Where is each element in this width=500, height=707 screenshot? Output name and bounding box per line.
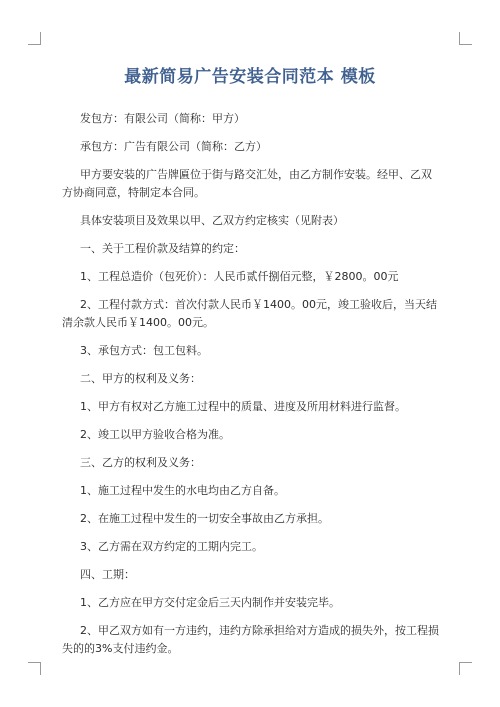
section-heading-duration: 四、工期： — [80, 568, 135, 581]
clause-party-b-utilities: 1、施工过程中发生的水电均由乙方自备。 — [80, 484, 285, 497]
clause-party-a-acceptance: 2、竣工以甲方验收合格为准。 — [80, 428, 230, 441]
document-body — [62, 110, 440, 658]
crop-mark-bottom-left — [28, 662, 41, 675]
clause-party-b-safety: 2、在施工过程中发生的一切安全事故由乙方承担。 — [80, 512, 329, 525]
clause-breach-penalty: 2、甲乙双方如有一方违约，违约方除承担给对方造成的损失外，按工程损失的的3%支付违约金。 — [62, 624, 439, 655]
clause-contract-mode: 3、承包方式：包工包料。 — [80, 344, 208, 357]
clause-total-price: 1、工程总造价（包死价）：人民币贰仟捌佰元整，￥2800。00元 — [80, 270, 399, 283]
clause-party-b-schedule: 3、乙方需在双方约定的工期内完工。 — [80, 540, 263, 553]
section-heading-party-b: 三、乙方的权利及义务： — [80, 456, 201, 469]
clause-party-a-supervision: 1、甲方有权对乙方施工过程中的质量、进度及所用材料进行监督。 — [80, 400, 406, 413]
crop-mark-top-left — [28, 32, 41, 45]
contract-party-a: 发包方：有限公司（简称：甲方） — [80, 112, 245, 125]
contract-project-note: 具体安装项目及效果以甲、乙双方约定核实（见附表） — [80, 214, 344, 227]
section-heading-price: 一、关于工程价款及结算的约定： — [80, 242, 245, 255]
crop-mark-top-right — [459, 32, 472, 45]
clause-completion-time: 1、乙方应在甲方交付定金后三天内制作并安装完毕。 — [80, 596, 340, 609]
crop-mark-bottom-right — [459, 662, 472, 675]
section-heading-party-a: 二、甲方的权利及义务： — [80, 372, 201, 385]
contract-preamble: 甲方要安装的广告牌匾位于街与路交汇处，由乙方制作安装。经甲、乙双方协商同意，特制定本合同。 — [62, 168, 432, 199]
clause-payment-method: 2、工程付款方式：首次付款人民币￥1400。00元，竣工验收后，当天结清余款人民币￥1400。00元。 — [62, 298, 437, 329]
contract-party-b: 承包方：广告有限公司（简称：乙方） — [80, 140, 267, 153]
document-title: 最新简易广告安装合同范本 模板 — [124, 67, 376, 87]
